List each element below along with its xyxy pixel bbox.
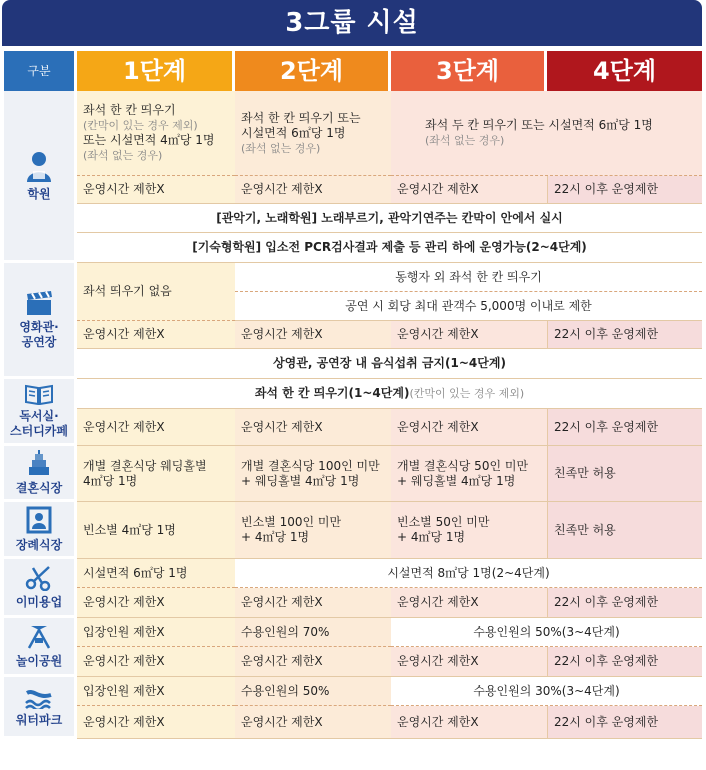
waterpark-hours-row <box>4 706 702 739</box>
amusement-hours-stage2: 운영시간 제한X <box>235 647 391 677</box>
text-line: 개별 결혼식당 웨딩홀별 <box>83 458 207 473</box>
note-text: (좌석 없는 경우) <box>83 149 163 162</box>
reading-hours-row <box>4 409 702 446</box>
seat-rule-text: 좌석 한 칸 띄우기(1~4단계) <box>254 386 410 400</box>
category-label-line2: 스터디카페 <box>10 424 68 438</box>
category-cinema <box>4 263 77 379</box>
waterpark-hours-stage2: 운영시간 제한X <box>235 706 391 739</box>
text-line: 좌석 한 칸 띄우기 또는 <box>241 110 361 125</box>
header-row <box>4 51 702 91</box>
seat-rule-note: (칸막이 있는 경우 제외) <box>409 387 525 400</box>
category-reading-room <box>4 379 77 446</box>
category-label: 장례식장 <box>15 537 63 552</box>
amusement-hours-stage4: 22시 이후 운영제한 <box>547 647 702 677</box>
scissors-icon <box>25 565 53 591</box>
cinema-audience-cap: 공연 시 회당 최대 관객수 5,000명 이내로 제한 <box>235 292 702 321</box>
header-stage-4: 4단계 <box>547 51 702 91</box>
amusement-capacity-row <box>4 618 702 647</box>
cinema-seat-row <box>4 263 702 292</box>
category-label-line2: 공연장 <box>21 334 57 349</box>
text-line: 4㎡당 1명 <box>83 473 138 488</box>
waterpark-capacity-row <box>4 677 702 706</box>
category-funeral <box>4 502 77 559</box>
waterpark-hours-stage3: 운영시간 제한X <box>391 706 547 739</box>
category-waterpark <box>4 677 77 739</box>
text-line: 빈소별 100인 미만 <box>241 515 342 529</box>
category-label: 놀이공원 <box>15 653 63 668</box>
header-stage-3: 3단계 <box>391 51 547 91</box>
clapperboard-icon <box>24 290 54 316</box>
funeral-row <box>4 502 702 559</box>
wedding-stage1 <box>77 446 235 502</box>
academy-music-rule-row <box>4 204 702 233</box>
text-line: 또는 시설면적 4㎡당 1명 <box>83 133 215 147</box>
funeral-stage3 <box>391 502 547 559</box>
note-text: (좌석 없는 경우) <box>241 141 321 155</box>
text-line: 시설면적 6㎡당 1명 <box>241 125 346 140</box>
beauty-capacity-row <box>4 559 702 588</box>
amusement-hours-stage3: 운영시간 제한X <box>391 647 547 677</box>
waterpark-hours-stage1: 운영시간 제한X <box>77 706 235 739</box>
waterpark-capacity-stage3-4: 수용인원의 30%(3~4단계) <box>391 677 702 706</box>
amusement-capacity-stage1: 입장인원 제한X <box>77 618 235 647</box>
note-text: (칸막이 있는 경우 제외) <box>83 119 198 132</box>
academy-boarding-rule: [기숙형학원] 입소전 PCR검사결과 제출 등 관리 하에 운영가능(2~4단계) <box>77 233 702 263</box>
amusement-capacity-stage2: 수용인원의 70% <box>235 618 391 647</box>
page-title: 3그룹 시설 <box>2 0 702 46</box>
cinema-hours-stage1: 운영시간 제한X <box>77 321 235 349</box>
student-icon <box>24 149 54 183</box>
academy-seat-stage2 <box>235 91 391 176</box>
header-stage-2: 2단계 <box>235 51 391 91</box>
category-label-line1: 독서실· <box>19 409 59 423</box>
note-text: (좌석 없는 경우) <box>425 134 505 147</box>
cinema-hours-stage2: 운영시간 제한X <box>235 321 391 349</box>
waterpark-capacity-stage1: 입장인원 제한X <box>77 677 235 706</box>
funeral-stage2 <box>235 502 391 559</box>
funeral-portrait-icon <box>26 506 52 534</box>
beauty-capacity-stage2-4: 시설면적 8㎡당 1명(2~4단계) <box>235 559 702 588</box>
cinema-hours-stage4: 22시 이후 운영제한 <box>547 321 702 349</box>
category-label: 이미용업 <box>15 594 63 609</box>
text-line: 개별 결혼식당 100인 미만 <box>241 458 380 473</box>
wedding-row <box>4 446 702 502</box>
category-wedding <box>4 446 77 502</box>
reading-hours-stage1: 운영시간 제한X <box>77 409 235 446</box>
academy-music-rule: [관악기, 노래학원] 노래부르기, 관악기연주는 칸막이 안에서 실시 <box>77 204 702 233</box>
wedding-stage4: 친족만 허용 <box>547 446 702 502</box>
amusement-hours-stage1: 운영시간 제한X <box>77 647 235 677</box>
reading-seat-rule <box>77 379 702 409</box>
text-line: + 4㎡당 1명 <box>397 530 466 544</box>
beauty-hours-stage2: 운영시간 제한X <box>235 588 391 618</box>
category-beauty <box>4 559 77 618</box>
text-line: 좌석 두 칸 띄우기 또는 시설면적 6㎡당 1명 <box>425 118 653 132</box>
reading-hours-stage3: 운영시간 제한X <box>391 409 547 446</box>
text-line: 개별 결혼식당 50인 미만 <box>397 458 529 473</box>
reading-hours-stage4: 22시 이후 운영제한 <box>547 409 702 446</box>
beauty-capacity-stage1: 시설면적 6㎡당 1명 <box>77 559 235 588</box>
open-book-icon <box>24 383 54 405</box>
amusement-ride-icon <box>25 624 53 650</box>
waterpark-capacity-stage2: 수용인원의 50% <box>235 677 391 706</box>
header-category: 구분 <box>4 51 77 91</box>
reading-seat-row <box>4 379 702 409</box>
text-line: 빈소별 50인 미만 <box>397 515 490 529</box>
beauty-hours-row <box>4 588 702 618</box>
category-amusement-park <box>4 618 77 677</box>
academy-hours-row <box>4 176 702 204</box>
reading-hours-stage2: 운영시간 제한X <box>235 409 391 446</box>
academy-seat-row <box>4 91 702 176</box>
beauty-hours-stage4: 22시 이후 운영제한 <box>547 588 702 618</box>
beauty-hours-stage3: 운영시간 제한X <box>391 588 547 618</box>
wedding-cake-icon <box>25 449 53 477</box>
amusement-capacity-stage3-4: 수용인원의 50%(3~4단계) <box>391 618 702 647</box>
academy-seat-stage1 <box>77 91 235 176</box>
header-stage-1: 1단계 <box>77 51 235 91</box>
waterpark-hours-stage4: 22시 이후 운영제한 <box>547 706 702 739</box>
category-label: 학원 <box>27 187 51 201</box>
academy-boarding-rule-row <box>4 233 702 263</box>
academy-seat-stage34 <box>391 91 702 176</box>
academy-hours-stage3: 운영시간 제한X <box>391 176 547 204</box>
water-slide-icon <box>24 685 54 709</box>
category-label: 워터파크 <box>15 713 63 727</box>
academy-hours-stage2: 운영시간 제한X <box>235 176 391 204</box>
academy-hours-stage1: 운영시간 제한X <box>77 176 235 204</box>
cinema-seat-stage2-4: 동행자 외 좌석 한 칸 띄우기 <box>235 263 702 292</box>
cinema-hours-stage3: 운영시간 제한X <box>391 321 547 349</box>
funeral-stage1: 빈소별 4㎡당 1명 <box>77 502 235 559</box>
cinema-food-rule: 상영관, 공연장 내 음식섭취 금지(1~4단계) <box>77 349 702 379</box>
text-line: + 웨딩홀별 4㎡당 1명 <box>397 473 516 488</box>
rules-table <box>4 51 702 739</box>
funeral-stage4: 친족만 허용 <box>547 502 702 559</box>
cinema-seat-stage1: 좌석 띄우기 없음 <box>77 263 235 321</box>
text-line: + 4㎡당 1명 <box>241 530 310 544</box>
cinema-hours-row <box>4 321 702 349</box>
academy-hours-stage4: 22시 이후 운영제한 <box>547 176 702 204</box>
wedding-stage3 <box>391 446 547 502</box>
category-label-line1: 영화관· <box>19 319 59 334</box>
cinema-food-rule-row <box>4 349 702 379</box>
wedding-stage2 <box>235 446 391 502</box>
category-academy <box>4 91 77 263</box>
category-label: 결혼식장 <box>15 481 63 495</box>
text-line: + 웨딩홀별 4㎡당 1명 <box>241 473 360 488</box>
beauty-hours-stage1: 운영시간 제한X <box>77 588 235 618</box>
text-line: 좌석 한 칸 띄우기 <box>83 103 176 117</box>
amusement-hours-row <box>4 647 702 677</box>
